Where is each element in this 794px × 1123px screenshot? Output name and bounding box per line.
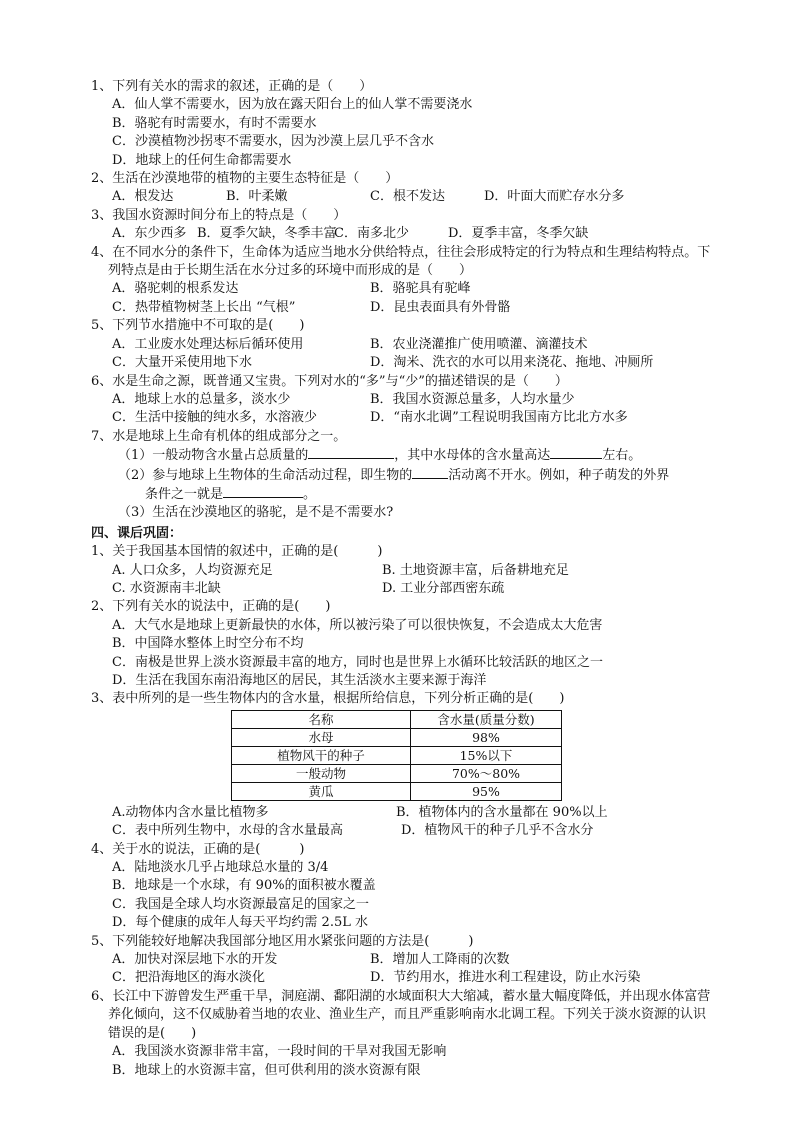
question-stem: 5、下列能较好地解决我国部分地区用水紧张问题的方法是( )	[91, 933, 474, 949]
option-c: C．表中所列生物中，水母的含水量最高	[112, 823, 343, 839]
table-cell: 15%以下	[411, 746, 562, 764]
options-row	[91, 225, 711, 243]
table-row	[232, 728, 562, 746]
table-cell: 70%～80%	[411, 764, 562, 782]
question-stem: 1、下列有关水的需求的叙述，正确的是（ ）	[91, 79, 373, 94]
option-b: B．地球是一个水球，有 90%的面积被水覆盖	[112, 878, 376, 894]
option-d: D．叶面大而贮存水分多	[484, 189, 625, 205]
option-a: A．地球上水的总量多，淡水少	[112, 391, 291, 407]
question-5	[91, 317, 711, 372]
question-stem: 5、下列节水措施中不可取的是( )	[91, 318, 305, 334]
table-header-cell: 含水量(质量分数)	[411, 710, 562, 728]
option-c: C．大量开采使用地下水	[112, 355, 252, 371]
answer-blank[interactable]	[412, 466, 448, 479]
answer-blank[interactable]	[308, 446, 394, 459]
option-c: C．生活中接触的纯水多，水溶液少	[112, 410, 317, 426]
question-stem: 2、生活在沙漠地带的植物的主要生态特征是（ ）	[91, 171, 399, 187]
option-c: C．南极是世界上淡水资源最丰富的地方，同时也是世界上水循环比较活跃的地区之一	[112, 654, 603, 670]
option-d: D．淘米、洗衣的水可以用来浇花、拖地、冲厕所	[370, 355, 654, 371]
option-a: A．东少西多	[112, 226, 187, 242]
table-cell: 一般动物	[232, 764, 411, 782]
option-b: B．植物体内的含水量都在 90%以上	[396, 804, 608, 820]
option-a: A．陆地淡水几乎占地球总水量的 3/4	[112, 860, 329, 876]
option-a: A．加快对深层地下水的开发	[112, 952, 278, 968]
table-header-cell: 名称	[232, 710, 411, 728]
option-d: D．节约用水，推进水利工程建设，防止水污染	[370, 970, 641, 986]
table-cell: 植物风干的种子	[232, 746, 411, 764]
options-row	[91, 822, 711, 840]
option-c: C．热带植物树茎上长出 “气根”	[112, 299, 296, 315]
option-d: D. 工业分部西密东疏	[382, 580, 505, 596]
option-a: A.动物体内含水量比植物多	[112, 804, 269, 820]
table-cell: 水母	[232, 728, 411, 746]
option-d: D．昆虫表面具有外骨骼	[370, 299, 511, 315]
option-a: A．仙人掌不需要水，因为放在露天阳台上的仙人掌不需要浇水	[112, 97, 473, 113]
table-cell: 98%	[411, 728, 562, 746]
table-row	[232, 782, 562, 800]
option-c: C．南多北少	[334, 226, 409, 242]
option-d: D．生活在我国东南沿海地区的居民，其生活淡水主要来源于海洋	[112, 673, 487, 688]
option-b: B．增加人工降雨的次数	[370, 952, 510, 968]
options-row	[91, 951, 711, 969]
water-content-table	[231, 710, 562, 801]
option-b: B．夏季欠缺，冬季丰富	[197, 226, 337, 242]
table-row	[232, 746, 562, 764]
option-d: D．夏季丰富，冬季欠缺	[448, 226, 589, 242]
review-question-6	[91, 988, 711, 1080]
table-cell: 95%	[411, 782, 562, 800]
sub-question-3: （3）生活在沙漠地区的骆驼，是不是不需要水?	[118, 505, 394, 521]
sub-question-2-continued	[91, 485, 711, 504]
question-stem: 6、长江中下游曾发生严重干旱，洞庭湖、鄱阳湖的水域面积大大缩减，蓄水量大幅度降低，并出现水体富营养化倾向，这不仅威胁着当地的农业、渔业生产，而且严重影响南水北调工程。下列关于淡水资源的认识错误的是( )	[91, 988, 711, 1041]
option-a: A．大气水是地球上更新最快的水体，所以被污染了可以很快恢复，不会造成太大危害	[112, 617, 603, 633]
sub-question-1	[91, 446, 711, 465]
options-row	[91, 409, 711, 427]
option-d: D．植物风干的种子几乎不含水分	[401, 823, 594, 839]
option-c: C．根不发达	[370, 189, 445, 205]
option-b: B．叶柔嫩	[226, 189, 288, 205]
question-3	[91, 207, 711, 244]
option-d: D．每个健康的成年人每天平均约需 2.5L 水	[112, 915, 368, 931]
options-row	[91, 280, 711, 298]
question-stem: 7、水是地球上生命有机体的组成部分之一。	[91, 428, 347, 444]
options-row	[91, 299, 711, 317]
sub-question-text: 左右。	[602, 448, 642, 464]
option-c: C. 水资源南丰北缺	[112, 580, 221, 596]
sub-question-2	[91, 466, 711, 485]
question-stem: 2、下列有关水的说法中，正确的是( )	[91, 599, 331, 615]
options-row	[91, 969, 711, 987]
table-cell: 黄瓜	[232, 782, 411, 800]
option-b: B．骆驼具有驼峰	[370, 281, 471, 297]
question-stem: 4、关于水的说法，正确的是( )	[91, 841, 305, 857]
options-row	[91, 391, 711, 409]
review-question-1	[91, 543, 711, 598]
option-a: A. 人口众多，人均资源充足	[112, 562, 273, 578]
review-question-3	[91, 690, 711, 840]
option-d: D．“南水北调”工程说明我国南方比北方水多	[370, 410, 628, 426]
sub-question-text: （1）一般动物含水量占总质量的	[118, 448, 309, 464]
options-row	[91, 354, 711, 372]
question-stem: 3、我国水资源时间分布上的特点是（ ）	[91, 207, 347, 223]
option-b: B. 土地资源丰富，后备耕地充足	[382, 562, 569, 578]
options-row	[91, 562, 711, 580]
sub-question-text: 条件之一就是	[145, 486, 224, 502]
option-d: D．地球上的任何生命都需要水	[112, 152, 292, 168]
worksheet	[91, 78, 711, 1080]
option-a: A．我国淡水资源非常丰富，一段时间的干旱对我国无影响	[112, 1044, 447, 1060]
option-b: B．中国降水整体上时空分布不均	[112, 636, 304, 652]
table-row	[232, 764, 562, 782]
question-7	[91, 428, 711, 523]
question-6	[91, 373, 711, 428]
options-row	[91, 804, 711, 822]
review-question-4	[91, 841, 711, 933]
question-2	[91, 170, 711, 207]
question-stem: 6、水是生命之源，既普通又宝贵。下列对水的“多”与“少”的描述错误的是（ ）	[91, 373, 568, 389]
sub-question-text: 活动离不开水。例如，种子萌发的外界	[448, 467, 670, 483]
section-heading: 四、课后巩固：	[91, 525, 183, 541]
answer-blank[interactable]	[550, 446, 602, 459]
question-4	[91, 244, 711, 318]
sub-question-text: 。	[303, 486, 317, 502]
options-row	[91, 336, 711, 354]
table-header-row	[232, 710, 562, 728]
option-a: A．工业废水处理达标后循环使用	[112, 336, 304, 352]
option-b: B．地球上的水资源丰富，但可供利用的淡水资源有限	[112, 1062, 421, 1078]
question-1	[91, 78, 711, 170]
question-stem: 3、表中所列的是一些生物体内的含水量，根据所给信息，下列分析正确的是( )	[91, 691, 565, 707]
sub-question-text: （2）参与地球上生物体的生命活动过程，即生物的	[118, 467, 413, 483]
option-c: C．我国是全球人均水资源最富足的国家之一	[112, 896, 369, 912]
question-stem: 1、关于我国基本国情的叙述中，正确的是( )	[91, 544, 383, 560]
option-c: C．沙漠植物沙拐枣不需要水，因为沙漠上层几乎不含水	[112, 134, 434, 150]
options-row	[91, 580, 711, 598]
option-b: B．我国水资源总量多，人均水量少	[370, 391, 575, 407]
answer-blank[interactable]	[223, 485, 303, 498]
option-a: A．骆驼刺的根系发达	[112, 281, 239, 297]
question-stem: 4、在不同水分的条件下，生命体为适应当地水分供给特点，往往会形成特定的行为特点和生理结构特点。下列特点是由于长期生活在水分过多的环境中而形成的是（ ）	[91, 244, 711, 279]
option-a: A．根发达	[112, 189, 174, 205]
options-row	[91, 188, 711, 206]
option-b: B．农业浇灌推广使用喷灌、滴灌技术	[370, 336, 588, 352]
sub-question-text: ，其中水母体的含水量高达	[394, 448, 551, 464]
option-c: C．把沿海地区的海水淡化	[112, 970, 265, 986]
review-question-2	[91, 598, 711, 690]
review-question-5	[91, 933, 711, 988]
option-b: B．骆驼有时需要水，有时不需要水	[112, 115, 317, 131]
